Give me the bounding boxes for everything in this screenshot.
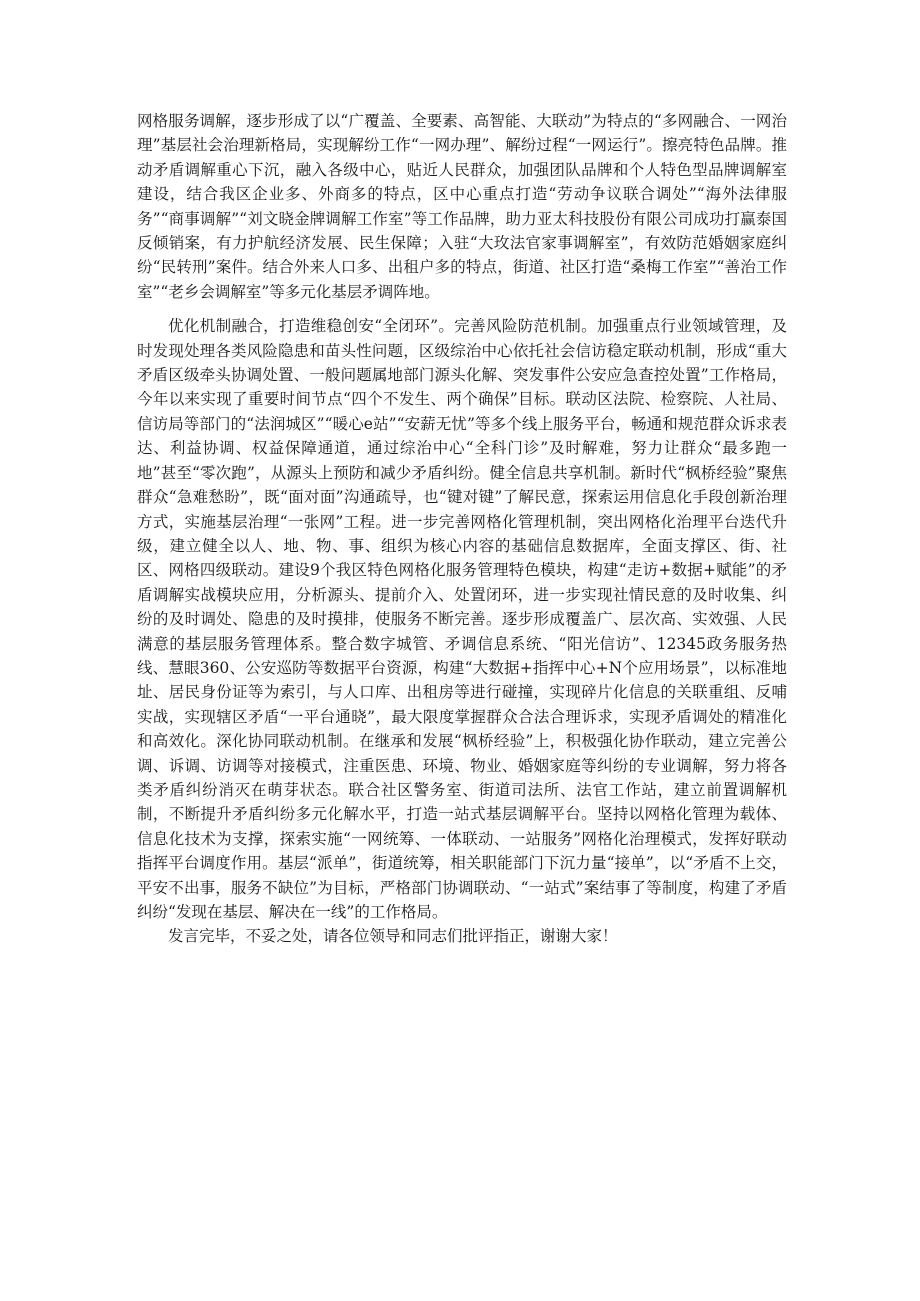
body-paragraph-2: 优化机制融合，打造维稳创安“全闭环”。完善风险防范机制。加强重点行业领域管理，及时发现处理各类风险隐患和苗头性问题，区级综治中心依托社会信访稳定联动机制，形成“重大矛盾区级牵头协调处置、一般问题属地部门源头化解、突发事件公安应急查控处置”工作格局，今年以来实现了重要时间节点“四个不发生、两个确保”目标。联动区法院、检察院、人社局、信访局等部门的“法润城区”“暖心e站”“安薪无忧”等多个线上服务平台，畅通和规范群众诉求表达、利益协调、权益保障通道，通过综治中心“全科门诊”及时解难，努力让群众“最多跑一地”甚至“零次跑”，从源头上预防和减少矛盾纠纷。健全信息共享机制。新时代“枫桥经验”聚焦群众“急难愁盼”，既“面对面”沟通疏导，也“键对键”了解民意，探索运用信息化手段创新治理方式，实施基层治理“一张网”工程。进一步完善网格化管理机制，突出网格化治理平台迭代升级，建立健全以人、地、物、事、组织为核心内容的基础信息数据库，全面支撑区、街、社区、网格四级联动。建设9个我区特色网格化服务管理特色模块，构建“走访+数据+赋能”的矛盾调解实战模块应用，分析源头、提前介入、处置闭环，进一步实现社情民意的及时收集、纠纷的及时调处、隐患的及时摸排，使服务不断完善。逐步形成覆盖广、层次高、实效强、人民满意的基层服务管理体系。整合数字城管、矛调信息系统、“阳光信访”、12345政务服务热线、慧眼360、公安巡防等数据平台资源，构建“大数据+指挥中心+N个应用场景”，以标准地址、居民身份证等为索引，与人口库、出租房等进行碰撞，实现碎片化信息的关联重组、反哺实战，实现辖区矛盾“一平台通晓”，最大限度掌握群众合法合理诉求，实现矛盾调处的精准化和高效化。深化协同联动机制。在继承和发展“枫桥经验”上，积极强化协作联动，建立完善公调、诉调、访调等对接模式，注重医患、环境、物业、婚姻家庭等纠纷的专业调解，努力将各类矛盾纠纷消灭在萌芽状态。联合社区警务室、街道司法所、法官工作站，建立前置调解机制，不断提升矛盾纠纷多元化解水平，打造一站式基层调解平台。坚持以网格化管理为载体、信息化技术为支撑，探索实施“一网统筹、一体联动、一站服务”网格化治理模式，发挥好联动指挥平台调度作用。基层“派单”，街道统筹，相关职能部门下沉力量“接单”，以“矛盾不上交，平安不出事，服务不缺位”为目标，严格部门协调联动、“一站式”案结事了等制度，构建了矛盾纠纷“发现在基层、解决在一线”的工作格局。 bbox=[137, 317, 787, 921]
body-paragraph-1: 网格服务调解，逐步形成了以“广覆盖、全要素、高智能、大联动”为特点的“多网融合、一网治理”基层社会治理新格局，实现解纷工作“一网办理”、解纷过程“一网运行”。擦亮特色品牌。推动矛盾调解重心下沉，融入各级中心，贴近人民群众，加强团队品牌和个人特色型品牌调解室建设，结合我区企业多、外商多的特点，区中心重点打造“劳动争议联合调处”“海外法律服务”“商事调解”“刘文晓金牌调解工作室”等工作品牌，助力亚太科技股份有限公司成功打赢泰国反倾销案，有力护航经济发展、民生保障；入驻“大玫法官家事调解室”，有效防范婚姻家庭纠纷“民转刑”案件。结合外来人口多、出租户多的特点，街道、社区打造“桑梅工作室”“善治工作室”“老乡会调解室”等多元化基层矛调阵地。 bbox=[137, 112, 787, 301]
closing-paragraph: 发言完毕，不妥之处，请各位领导和同志们批评指正，谢谢大家！ bbox=[168, 927, 618, 946]
document-page bbox=[137, 109, 787, 949]
